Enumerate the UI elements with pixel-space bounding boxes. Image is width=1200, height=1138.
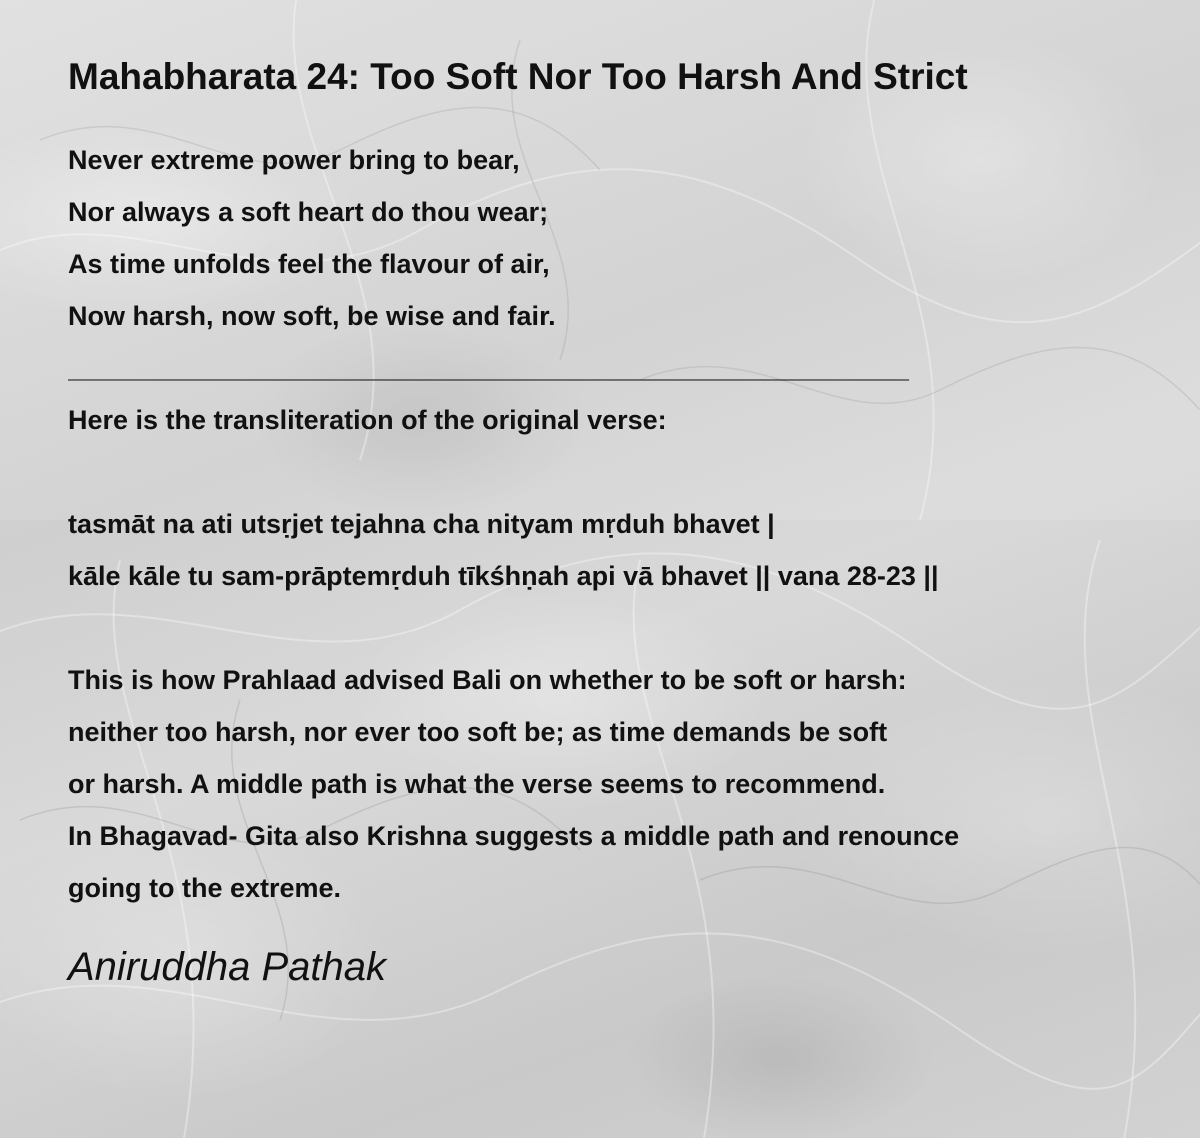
poem-author: Aniruddha Pathak (68, 945, 387, 989)
commentary-line: going to the extreme. (68, 873, 342, 903)
poem-body (68, 134, 1168, 914)
poem-title: Mahabharata 24: Too Soft Nor Too Harsh And Strict (68, 56, 968, 97)
poem-line: Never extreme power bring to bear, (68, 145, 520, 175)
commentary-line: In Bhagavad- Gita also Krishna suggests a middle path and renounce (68, 821, 960, 851)
transliteration-line: tasmāt na ati utsṛjet tejahna cha nityam mṛduh bhavet | (68, 509, 775, 539)
poem-line: Nor always a soft heart do thou wear; (68, 197, 549, 227)
poem-line: As time unfolds feel the flavour of air, (68, 249, 550, 279)
commentary-line: neither too harsh, nor ever too soft be; as time demands be soft (68, 717, 888, 747)
commentary-line: This is how Prahlaad advised Bali on whether to be soft or harsh: (68, 665, 907, 695)
divider-underscore-line: ________________________________________________________ (68, 353, 909, 383)
poem-line: Now harsh, now soft, be wise and fair. (68, 301, 556, 331)
poem-content (68, 52, 1168, 990)
poem-line: Here is the transliteration of the original verse: (68, 405, 667, 435)
transliteration-line: kāle kāle tu sam-prāptemṛduh tīkśhṇah api vā bhavet || vana 28-23 || (68, 561, 939, 591)
blank-line (68, 446, 1168, 498)
blank-line (68, 602, 1168, 654)
commentary-line: or harsh. A middle path is what the verse seems to recommend. (68, 769, 886, 799)
